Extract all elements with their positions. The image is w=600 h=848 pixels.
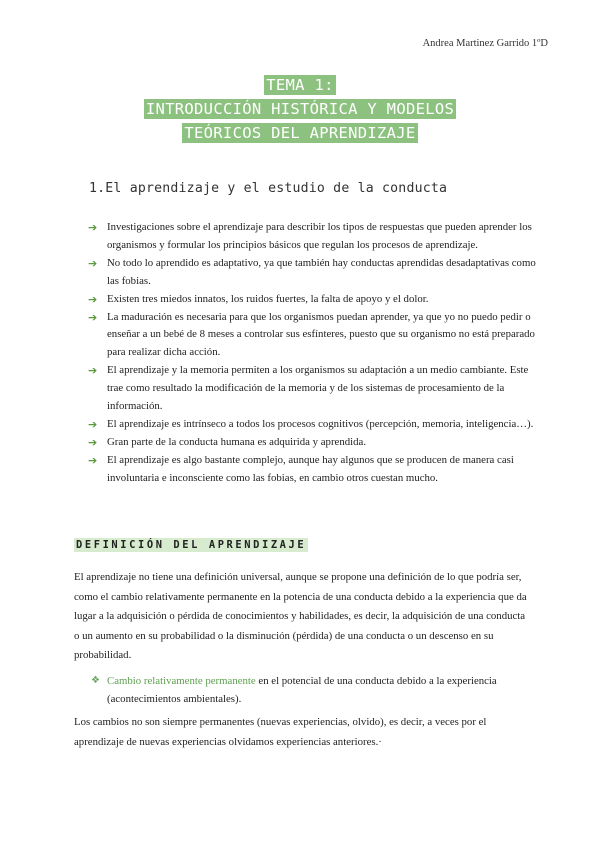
list-item-text: El aprendizaje es algo bastante complejo, aunque hay algunos que se producen de manera casi involuntaria e inconsciente como las fobias, en cambio otros cuestan mucho. xyxy=(107,453,514,484)
author-name: Andrea Martinez Garrido 1ºD xyxy=(422,38,548,49)
bullet-list xyxy=(88,219,540,488)
section-heading: 1.El aprendizaje y el estudio de la conducta xyxy=(89,181,448,196)
highlight-text: en el potencial de una conducta debido a la experiencia (acontecimientos ambientales). xyxy=(107,675,497,705)
arrow-icon: ➔ xyxy=(88,310,98,324)
arrow-icon: ➔ xyxy=(88,417,98,431)
list-item-text: No todo lo aprendido es adaptativo, ya que también hay conductas aprendidas desadaptativas como las fobias. xyxy=(107,256,536,287)
list-item-text: El aprendizaje es intrínseco a todos los procesos cognitivos (percepción, memoria, inteligencia…). xyxy=(107,417,534,430)
definition-heading xyxy=(74,539,308,551)
title-line-3: TEÓRICOS DEL APRENDIZAJE xyxy=(184,124,416,142)
definition-paragraph: El aprendizaje no tiene una definición universal, aunque se propone una definición de lo que podría ser, como el cambio relativamente permanente en la potencia de una conducta debido a la experiencia que da lugar a la adquisición o pérdida de conocimientos y habilidades, es decir, la adquisición de una conducta o un aumento en su probabilidad o la disminución (pérdida) de una conducta o un descenso en su probabilidad. xyxy=(74,571,527,661)
page-title xyxy=(0,73,600,145)
list-item-text: La maduración es necesaria para que los organismos puedan aprender, ya que yo no puedo pedir o enseñar a un bebé de 8 meses a controlar sus esfínteres, puesto que su organismo no está preparado para realizar dicha acción. xyxy=(107,310,535,359)
list-item xyxy=(88,309,540,363)
list-item xyxy=(88,291,540,309)
list-item xyxy=(88,452,540,488)
list-item xyxy=(88,219,540,255)
highlight-item xyxy=(91,672,531,708)
arrow-icon: ➔ xyxy=(88,364,98,378)
title-line-2: INTRODUCCIÓN HISTÓRICA Y MODELOS xyxy=(145,100,455,118)
highlight-term: Cambio relativamente permanente xyxy=(107,675,256,687)
title-line-1: TEMA 1: xyxy=(266,76,334,94)
list-item-text: El aprendizaje y la memoria permiten a los organismos su adaptación a un medio cambiante. Este trae como resultado la modificación de la memoria y de los sistemas de procesamiento de la información. xyxy=(107,364,529,413)
arrow-icon: ➔ xyxy=(88,453,98,467)
list-item xyxy=(88,434,540,452)
list-item xyxy=(88,255,540,291)
arrow-icon: ➔ xyxy=(88,256,98,270)
definition-heading-text: DEFINICIÓN DEL APRENDIZAJE xyxy=(76,539,307,551)
list-item xyxy=(88,416,540,434)
list-item-text: Existen tres miedos innatos, los ruidos fuertes, la falta de apoyo y el dolor. xyxy=(107,292,429,305)
list-item-text: Investigaciones sobre el aprendizaje para describir los tipos de respuestas que pueden aprender los organismos y formular los principios básicos que regulan los procesos de aprendizaje. xyxy=(107,221,532,251)
arrow-icon: ➔ xyxy=(88,221,98,234)
closing-paragraph: Los cambios no son siempre permanentes (nuevas experiencias, olvido), es decir, a veces por el aprendizaje de nuevas experiencias olvidamos experiencias anteriores.· xyxy=(74,716,487,748)
list-item xyxy=(88,362,540,416)
arrow-icon: ➔ xyxy=(88,435,98,449)
list-item-text: Gran parte de la conducta humana es adquirida y aprendida. xyxy=(107,435,367,448)
arrow-icon: ➔ xyxy=(88,292,98,306)
diamond-icon: ❖ xyxy=(91,675,100,686)
